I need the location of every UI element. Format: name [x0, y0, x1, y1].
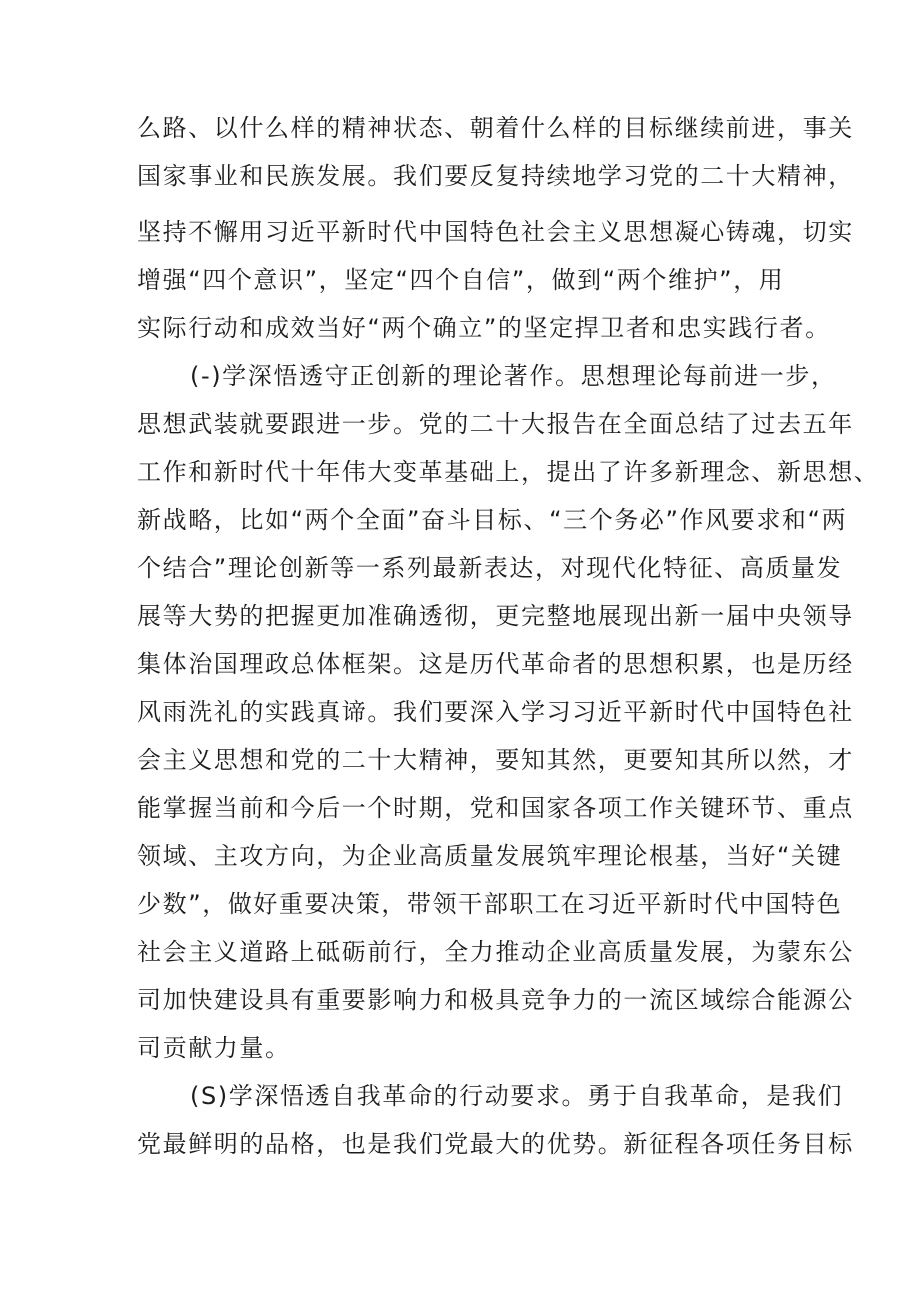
text-line: 实际行动和成效当好“两个确立”的坚定捍卫者和忠实践行者。 [137, 314, 831, 342]
text-line: 思想武装就要跟进一步。党的二十大报告在全面总结了过去五年 [137, 410, 854, 438]
text-line: 会主义思想和党的二十大精神，要知其然，更要知其所以然，才 [137, 746, 854, 774]
text-line: 领域、主攻方向，为企业高质量发展筑牢理论根基，当好“关键 [137, 842, 843, 870]
text-line: 新战略，比如“两个全面”奋斗目标、“三个务必”作风要求和“两 [137, 506, 848, 534]
section-heading-line: (S)学深悟透自我革命的行动要求。勇于自我革命，是我们 [190, 1082, 844, 1110]
text-line: 增强“四个意识”，坚定“四个自信”，做到“两个维护”，用 [137, 266, 785, 294]
text-line: 少数”，做好重要决策，带领干部职工在习近平新时代中国特色 [137, 890, 843, 918]
text-line: 个结合”理论创新等一系列最新表达，对现代化特征、高质量发 [137, 554, 843, 582]
section-heading-line: (-)学深悟透守正创新的理论著作。思想理论每前进一步， [190, 362, 837, 390]
text-line: 坚持不懈用习近平新时代中国特色社会主义思想凝心铸魂，切实 [137, 218, 854, 246]
text-line: 国家事业和民族发展。我们要反复持续地学习党的二十大精神， [137, 162, 854, 190]
text-line: 司贡献力量。 [137, 1034, 291, 1062]
text-line: 工作和新时代十年伟大变革基础上，提出了许多新理念、新思想、 [137, 458, 880, 486]
text-line: 能掌握当前和今后一个时期，党和国家各项工作关键环节、重点 [137, 794, 854, 822]
text-line: 社会主义道路上砥砺前行，全力推动企业高质量发展，为蒙东公 [137, 938, 854, 966]
text-line: 集体治国理政总体框架。这是历代革命者的思想积累，也是历经 [137, 650, 854, 678]
text-line: 么路、以什么样的精神状态、朝着什么样的目标继续前进，事关 [137, 114, 854, 142]
text-line: 党最鲜明的品格，也是我们党最大的优势。新征程各项任务目标 [137, 1130, 854, 1158]
text-line: 展等大势的把握更加准确透彻，更完整地展现出新一届中央领导 [137, 602, 854, 630]
text-line: 风雨洗礼的实践真谛。我们要深入学习习近平新时代中国特色社 [137, 698, 854, 726]
text-line: 司加快建设具有重要影响力和极具竞争力的一流区域综合能源公 [137, 986, 854, 1014]
